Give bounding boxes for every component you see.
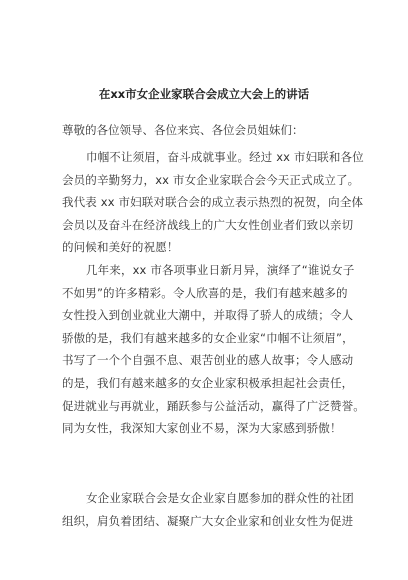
- paragraph-line: 同为女性，我深知大家创业不易，深为大家感到骄傲！: [62, 421, 342, 436]
- paragraph-line: 组织，肩负着团结、凝聚广大女企业家和创业女性为促进: [62, 513, 354, 528]
- paragraph-line: 我代表 xx 市妇联对联合会的成立表示热烈的祝贺，向全体: [62, 195, 364, 210]
- paragraph-line: 几年来，xx 市各项事业日新月异，演绎了“谁说女子: [86, 263, 355, 277]
- salutation: 尊敬的各位领导、各位来宾、各位会员姐妹们：: [62, 123, 304, 137]
- paragraph-line: 书写了一个个自强不息、艰苦创业的感人故事；令人感动: [62, 353, 354, 368]
- paragraph-line: 骄傲的是，我们有越来越多的女企业家“巾帼不让须眉”，: [62, 330, 354, 345]
- paragraph-line: 的问候和美好的祝愿！: [62, 240, 179, 255]
- paragraph-line: 不如男”的许多精彩。令人欣喜的是，我们有越来越多的: [62, 285, 348, 300]
- document-title: 在xx市女企业家联合会成立大会上的讲话: [98, 87, 310, 101]
- paragraph-line: 会员以及奋斗在经济战线上的广大女性创业者们致以亲切: [62, 217, 354, 232]
- paragraph-line: 女企业家联合会是女企业家自愿参加的群众性的社团: [86, 491, 354, 505]
- paragraph-line: 促进就业与再就业，踊跃参与公益活动，赢得了广泛赞誉。: [62, 398, 365, 413]
- paragraph-line: 巾帼不让须眉，奋斗成就事业。经过 xx 市妇联和各位: [86, 150, 364, 164]
- paragraph-1: [62, 146, 362, 259]
- paragraph-line: 会员的辛勤努力，xx 市女企业家联合会今天正式成立了。: [62, 172, 360, 187]
- paragraph-line: 的是，我们有越来越多的女企业家积极承担起社会责任，: [62, 375, 354, 390]
- paragraph-2: [62, 259, 365, 440]
- paragraph-line: 女性投入到创业就业大潮中，并取得了骄人的成绩；令人: [62, 308, 354, 323]
- paragraph-3: [62, 487, 362, 532]
